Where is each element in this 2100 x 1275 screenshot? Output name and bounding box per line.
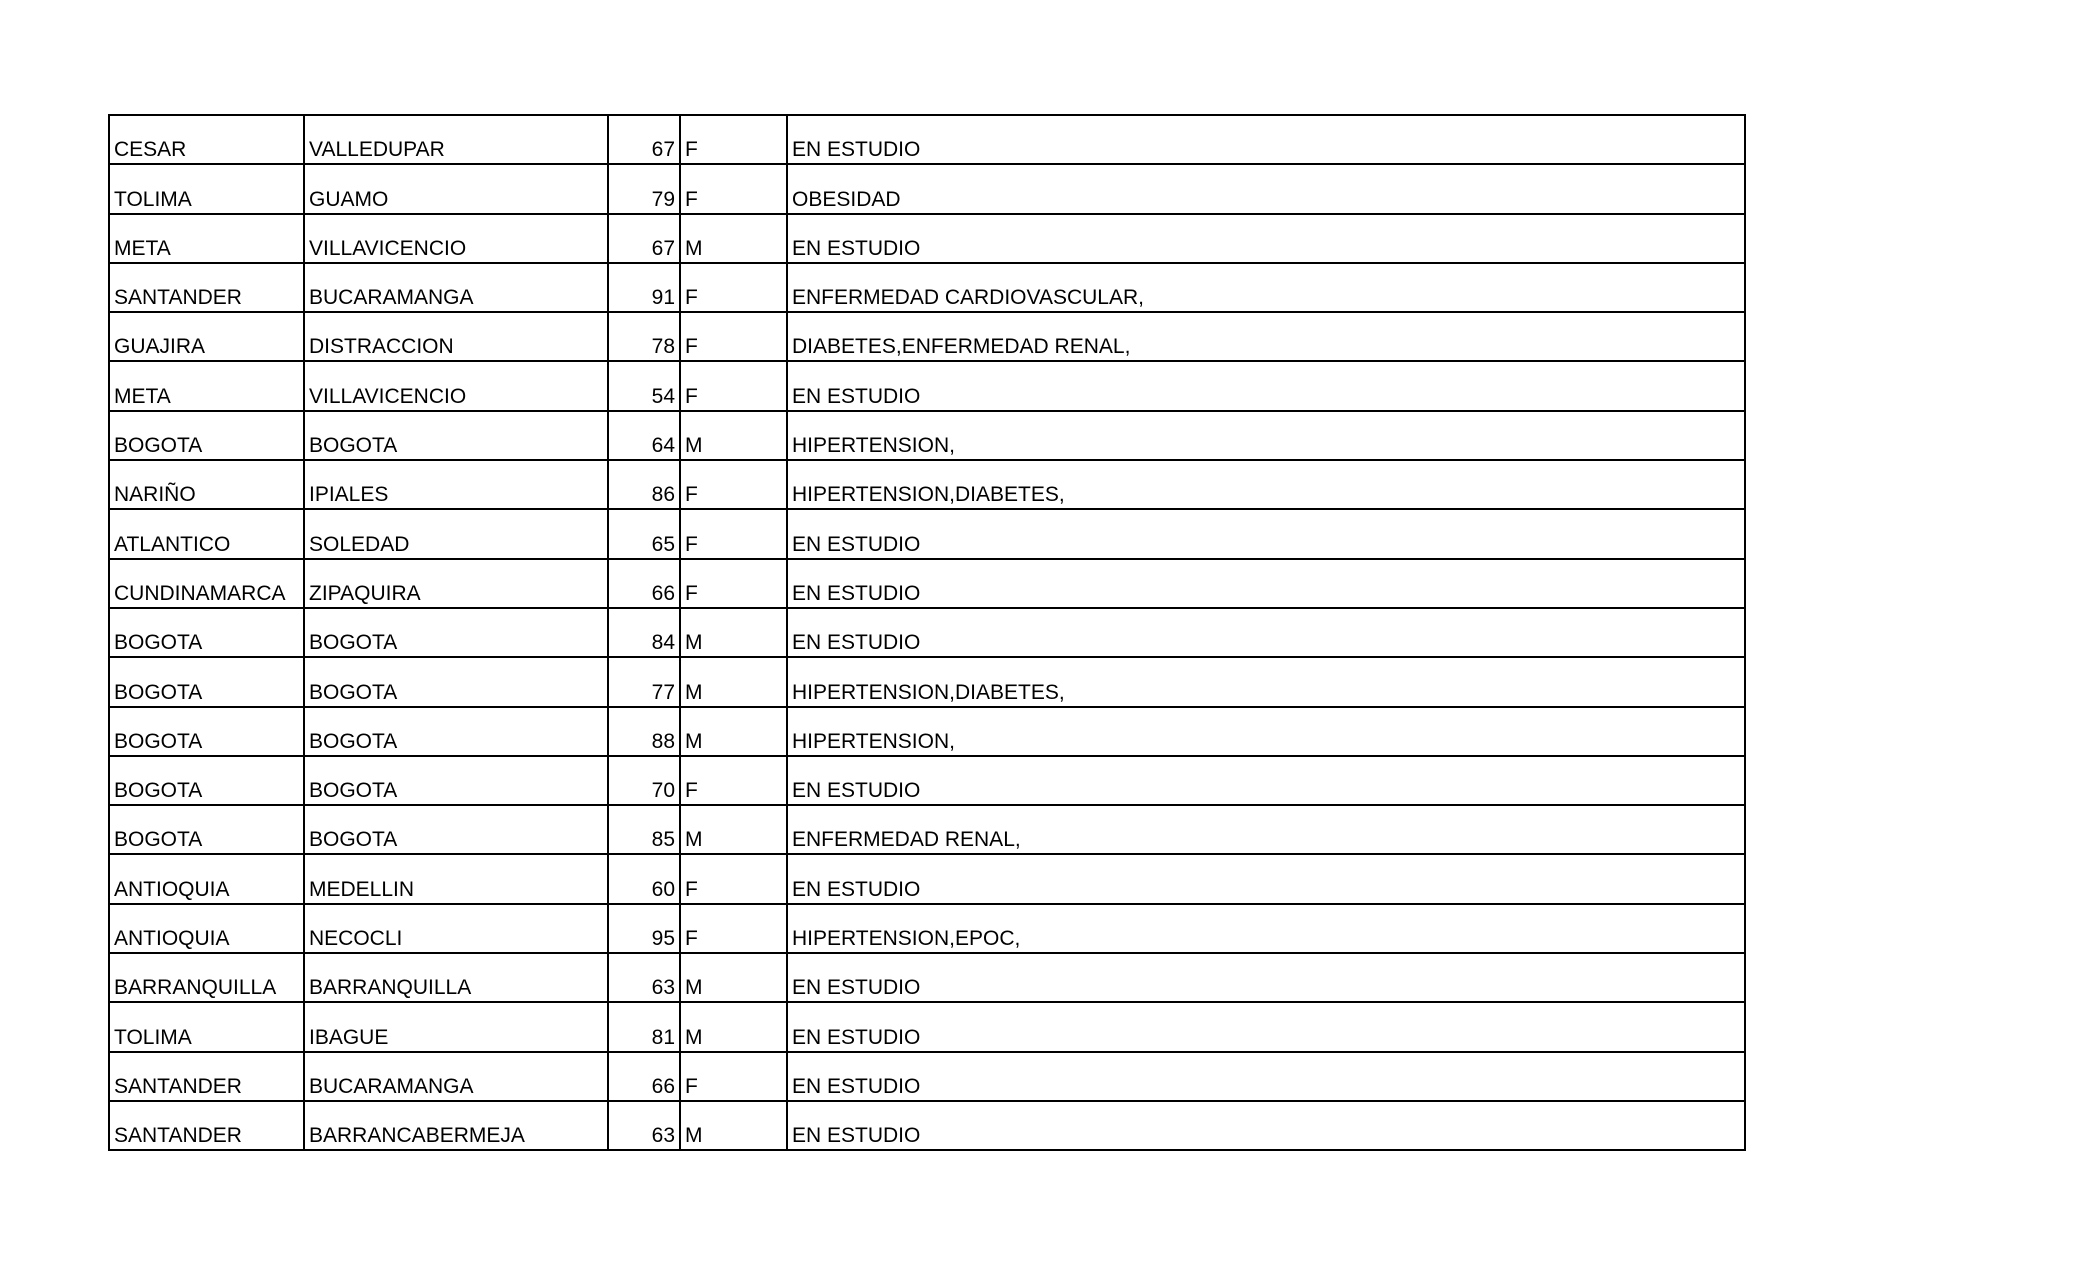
cell-condicion: EN ESTUDIO [787, 756, 1745, 805]
cell-departamento: ANTIOQUIA [109, 854, 304, 903]
cell-sexo: M [680, 1002, 787, 1051]
cell-departamento: SANTANDER [109, 1052, 304, 1101]
table-row [109, 904, 1745, 953]
table-row [109, 509, 1745, 558]
cell-departamento: BOGOTA [109, 657, 304, 706]
cell-municipio: BARRANQUILLA [304, 953, 608, 1002]
cell-municipio: NECOCLI [304, 904, 608, 953]
cell-municipio: BUCARAMANGA [304, 263, 608, 312]
cell-municipio: BOGOTA [304, 411, 608, 460]
cell-municipio: BOGOTA [304, 608, 608, 657]
cell-municipio: BUCARAMANGA [304, 1052, 608, 1101]
table-row [109, 460, 1745, 509]
cell-condicion: EN ESTUDIO [787, 214, 1745, 263]
table-row [109, 1002, 1745, 1051]
cell-departamento: SANTANDER [109, 1101, 304, 1150]
cell-departamento: ATLANTICO [109, 509, 304, 558]
cell-municipio: SOLEDAD [304, 509, 608, 558]
cell-edad: 60 [608, 854, 680, 903]
table-row [109, 559, 1745, 608]
table-row [109, 411, 1745, 460]
cell-edad: 63 [608, 953, 680, 1002]
cell-municipio: BOGOTA [304, 756, 608, 805]
cell-municipio: GUAMO [304, 164, 608, 213]
cell-condicion: EN ESTUDIO [787, 509, 1745, 558]
cell-condicion: HIPERTENSION, [787, 411, 1745, 460]
cell-edad: 88 [608, 707, 680, 756]
table-row [109, 164, 1745, 213]
cell-sexo: M [680, 411, 787, 460]
cell-sexo: M [680, 608, 787, 657]
cell-edad: 85 [608, 805, 680, 854]
cell-condicion: OBESIDAD [787, 164, 1745, 213]
cell-edad: 66 [608, 1052, 680, 1101]
cell-sexo: F [680, 164, 787, 213]
cell-edad: 63 [608, 1101, 680, 1150]
cell-edad: 84 [608, 608, 680, 657]
table-row [109, 953, 1745, 1002]
table-row [109, 805, 1745, 854]
cell-sexo: F [680, 854, 787, 903]
cell-sexo: F [680, 509, 787, 558]
cell-departamento: BOGOTA [109, 756, 304, 805]
cell-condicion: DIABETES,ENFERMEDAD RENAL, [787, 312, 1745, 361]
cell-departamento: ANTIOQUIA [109, 904, 304, 953]
cell-departamento: TOLIMA [109, 1002, 304, 1051]
cell-departamento: BOGOTA [109, 608, 304, 657]
cell-condicion: EN ESTUDIO [787, 1101, 1745, 1150]
table-row [109, 312, 1745, 361]
cell-edad: 78 [608, 312, 680, 361]
cell-sexo: F [680, 756, 787, 805]
table-row [109, 1052, 1745, 1101]
cell-municipio: BOGOTA [304, 657, 608, 706]
cell-municipio: BOGOTA [304, 707, 608, 756]
cell-departamento: BOGOTA [109, 805, 304, 854]
cell-departamento: SANTANDER [109, 263, 304, 312]
cell-departamento: BOGOTA [109, 707, 304, 756]
cell-edad: 79 [608, 164, 680, 213]
table-row [109, 756, 1745, 805]
table-row [109, 608, 1745, 657]
cell-sexo: F [680, 361, 787, 410]
table-row [109, 214, 1745, 263]
cell-municipio: VILLAVICENCIO [304, 361, 608, 410]
cell-edad: 64 [608, 411, 680, 460]
table-body [109, 115, 1745, 1150]
cases-table [108, 114, 1746, 1151]
cell-condicion: EN ESTUDIO [787, 1052, 1745, 1101]
table-row [109, 115, 1745, 164]
cell-sexo: M [680, 214, 787, 263]
cell-departamento: NARIÑO [109, 460, 304, 509]
cell-edad: 54 [608, 361, 680, 410]
table-row [109, 707, 1745, 756]
cell-sexo: F [680, 904, 787, 953]
cell-edad: 67 [608, 214, 680, 263]
cell-sexo: M [680, 1101, 787, 1150]
cell-edad: 70 [608, 756, 680, 805]
cell-sexo: F [680, 1052, 787, 1101]
cell-condicion: EN ESTUDIO [787, 361, 1745, 410]
cell-condicion: HIPERTENSION,DIABETES, [787, 460, 1745, 509]
cell-condicion: ENFERMEDAD RENAL, [787, 805, 1745, 854]
cell-municipio: ZIPAQUIRA [304, 559, 608, 608]
cell-municipio: IPIALES [304, 460, 608, 509]
cell-condicion: EN ESTUDIO [787, 854, 1745, 903]
cell-condicion: EN ESTUDIO [787, 1002, 1745, 1051]
cell-sexo: M [680, 657, 787, 706]
cell-sexo: F [680, 460, 787, 509]
cell-condicion: EN ESTUDIO [787, 608, 1745, 657]
cell-departamento: META [109, 361, 304, 410]
cell-condicion: EN ESTUDIO [787, 559, 1745, 608]
cell-departamento: BOGOTA [109, 411, 304, 460]
cell-departamento: BARRANQUILLA [109, 953, 304, 1002]
cell-departamento: META [109, 214, 304, 263]
cell-sexo: F [680, 115, 787, 164]
cell-municipio: MEDELLIN [304, 854, 608, 903]
cell-municipio: VALLEDUPAR [304, 115, 608, 164]
cell-sexo: F [680, 263, 787, 312]
cell-departamento: TOLIMA [109, 164, 304, 213]
cell-edad: 95 [608, 904, 680, 953]
table-row [109, 854, 1745, 903]
cell-edad: 65 [608, 509, 680, 558]
table-row [109, 361, 1745, 410]
cell-departamento: CESAR [109, 115, 304, 164]
cell-condicion: HIPERTENSION,DIABETES, [787, 657, 1745, 706]
table-row [109, 657, 1745, 706]
cell-municipio: DISTRACCION [304, 312, 608, 361]
cell-edad: 67 [608, 115, 680, 164]
table-row [109, 1101, 1745, 1150]
cell-municipio: VILLAVICENCIO [304, 214, 608, 263]
cell-sexo: M [680, 805, 787, 854]
cell-sexo: M [680, 953, 787, 1002]
cell-edad: 91 [608, 263, 680, 312]
cell-condicion: HIPERTENSION,EPOC, [787, 904, 1745, 953]
cell-condicion: EN ESTUDIO [787, 115, 1745, 164]
table-row [109, 263, 1745, 312]
cell-condicion: EN ESTUDIO [787, 953, 1745, 1002]
cell-municipio: IBAGUE [304, 1002, 608, 1051]
cell-condicion: HIPERTENSION, [787, 707, 1745, 756]
cell-sexo: M [680, 707, 787, 756]
cell-edad: 66 [608, 559, 680, 608]
cell-municipio: BOGOTA [304, 805, 608, 854]
cell-sexo: F [680, 559, 787, 608]
cell-edad: 77 [608, 657, 680, 706]
cell-municipio: BARRANCABERMEJA [304, 1101, 608, 1150]
cell-edad: 86 [608, 460, 680, 509]
cell-edad: 81 [608, 1002, 680, 1051]
cell-departamento: CUNDINAMARCA [109, 559, 304, 608]
cell-condicion: ENFERMEDAD CARDIOVASCULAR, [787, 263, 1745, 312]
cell-sexo: F [680, 312, 787, 361]
cell-departamento: GUAJIRA [109, 312, 304, 361]
